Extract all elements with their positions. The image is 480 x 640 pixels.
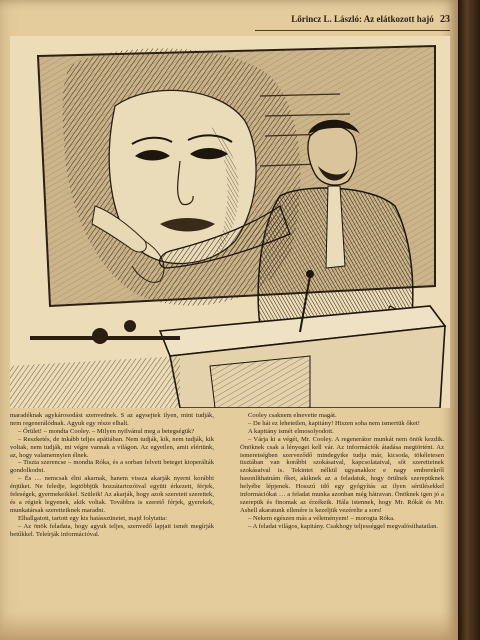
paragraph: – Várja ki a végét, Mr. Cooley. A regenerátor munkát nem önök kezdik. Önöknek csak a lényeget kell vár. Az információk átadása megtörtént. Az ismeretségben szerveződő mindegyike tudja már, kicsoda, tökéletesen tisztában van korábbi szokásaival, kapcsolataival, sőt szeretteinek szokásaival is. Tekintet nélkül ugyanakkor e nagy emberekről hasonlíthatnám őket, akiknek az a feladatuk, hogy örülnek szerepüknek helyébe lépjenek. Hosszú idő egy gyógyítás az ilyen sérülésekkel információkat … a feladat munka azonban még hátravan. Önöknek igen jó a szerepük és finomak az érzékeik. Hála istennek, hogy Mr. Rókát és Mr. Ashell akaratunk ellenére is kezeljük vezérelte a sors! bbox=[240, 435, 444, 514]
book-spine-edge bbox=[458, 0, 480, 640]
paragraph: – A feladat világos, kapitány. Csakhogy teljességgel megvalósíthatatlan. bbox=[248, 522, 439, 530]
paragraph: – Az önök feladata, hogy agyuk teljes, szenvedő lapjait ismét megírják betűkkel. Teleírják információval. bbox=[10, 522, 214, 538]
header-rule bbox=[255, 30, 450, 31]
paragraph: – És … nemcsak élni akarnak, hanem vissza akarják nyerni korábbi énjüket. Ne feledje, legtöbbjük hozzátartozóival együtt érkezett, férjek, feleségek, gyermekeikkel. Szüleik! Az akarják, hogy azok szeretett szerettek, és a régiek legyenek, akik voltak. Továbbra is szerető férjek, gyerekek, munkatársak szeretteiknek maradni. bbox=[10, 475, 214, 514]
paragraph: Elhallgatott, tartott egy kis hatásszünetet, majd folytatta: bbox=[18, 514, 168, 522]
running-title: Lőrincz L. László: Az elátkozott hajó bbox=[291, 14, 434, 24]
paragraph: – Tiszta szerencse – mondta Róka, és a sorban felvett beteget kioperálták gondolkodni. bbox=[10, 459, 214, 475]
running-header bbox=[250, 14, 450, 28]
paragraph: – De hát ez lehetetlen, kapitány! Hiszen soha nem ismertük őket! bbox=[248, 419, 420, 427]
paragraph: – Őrület! – mondta Cooley. – Milyen nyilvánul meg a betegségük? bbox=[18, 427, 195, 435]
paragraph: – Nekem egészen más a véleményem! – morogta Róka. bbox=[248, 514, 395, 522]
page-number: 23 bbox=[440, 14, 450, 25]
text-column-right bbox=[240, 412, 444, 531]
text-column-left bbox=[10, 412, 214, 539]
paragraph: maradéknak agykárosodást szenvednek. S az agysejtek ilyen, mint tudják, nem regenerálódnak. Agyuk egy része elhalt. bbox=[10, 412, 214, 427]
paragraph: Cooley csaknem elnevette magát. bbox=[248, 412, 337, 419]
page-bottom-shadow bbox=[0, 612, 458, 640]
paragraph: A kapitány ismét elmosolyodott. bbox=[248, 427, 334, 435]
illustration bbox=[10, 36, 450, 408]
illustration-woman-face-and-speaker-at-podium bbox=[10, 36, 450, 408]
paragraph: – Reszketés, de inkább teljes apátiában. Nem tudják, kik, nem tudják, kik voltak, nem tudják, mi végre vannak a világon. Az egyetlen, amit elértünk, az, hogy valamennyien élnek. bbox=[10, 435, 214, 459]
